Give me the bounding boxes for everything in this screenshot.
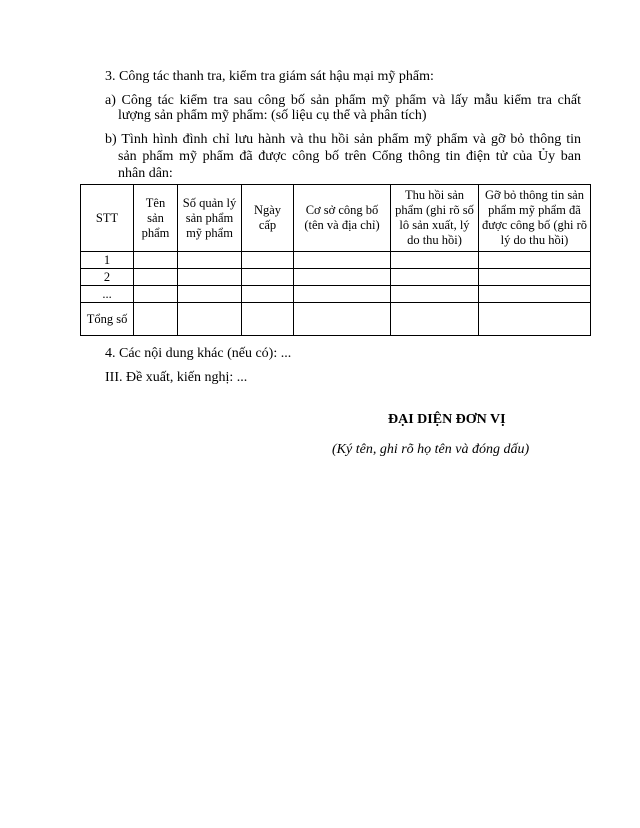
table-cell [242,303,294,336]
header-declaring-facility: Cơ sở công bố (tên và địa chỉ) [294,185,391,252]
table-cell [294,252,391,269]
total-label: Tổng số [81,303,134,336]
row-number: ... [81,286,134,303]
table-cell [178,269,242,286]
row-number: 2 [81,269,134,286]
table-cell [391,303,479,336]
table-cell [242,252,294,269]
signature-note: (Ký tên, ghi rõ họ tên và đóng dấu) [332,442,530,457]
table-cell [134,252,178,269]
table-row [81,286,591,303]
row-number: 1 [81,252,134,269]
table-row [81,269,591,286]
table-cell [391,286,479,303]
table-cell [479,269,591,286]
table-header-row [81,185,591,252]
table-cell [294,286,391,303]
item-b-line-3: nhân dân: [118,166,173,181]
table-cell [134,303,178,336]
recall-table [80,184,591,336]
header-management-number: Số quản lý sản phẩm mỹ phẩm [178,185,242,252]
table-cell [479,303,591,336]
header-info-removal: Gỡ bỏ thông tin sản phẩm mỹ phẩm đã được công bố (ghi rõ lý do thu hồi) [479,185,591,252]
table-cell [178,303,242,336]
table-cell [134,269,178,286]
item-b-line-1: b) Tình hình đình chỉ lưu hành và thu hồi sản phẩm mỹ phẩm và gỡ bỏ thông tin [105,132,581,147]
item-b-line-2: sản phẩm mỹ phẩm đã được công bố trên Cổng thông tin điện tử của Ủy ban [118,149,581,164]
header-recall: Thu hồi sản phẩm (ghi rõ số lô sản xuất, lý do thu hồi) [391,185,479,252]
table-total-row [81,303,591,336]
table-cell [479,252,591,269]
table-cell [134,286,178,303]
item-a-line-2: lượng sản phẩm mỹ phẩm: (số liệu cụ thể và phân tích) [118,108,427,123]
header-stt: STT [81,185,134,252]
header-issue-date: Ngày cấp [242,185,294,252]
section-4-text: 4. Các nội dung khác (nếu có): ... [105,346,292,361]
table-row [81,252,591,269]
header-product-name: Tên sản phẩm [134,185,178,252]
item-a-line-1: a) Công tác kiểm tra sau công bố sản phẩm mỹ phẩm và lấy mẫu kiểm tra chất [105,93,581,108]
section-3-heading: 3. Công tác thanh tra, kiểm tra giám sát hậu mại mỹ phẩm: [105,69,434,84]
table-cell [178,252,242,269]
table-cell [242,286,294,303]
table-cell [294,269,391,286]
table-cell [479,286,591,303]
table-cell [242,269,294,286]
table-cell [391,252,479,269]
table-cell [178,286,242,303]
section-iii-text: III. Đề xuất, kiến nghị: ... [105,370,248,385]
table-cell [391,269,479,286]
signature-title: ĐẠI DIỆN ĐƠN VỊ [388,412,506,427]
table-cell [294,303,391,336]
